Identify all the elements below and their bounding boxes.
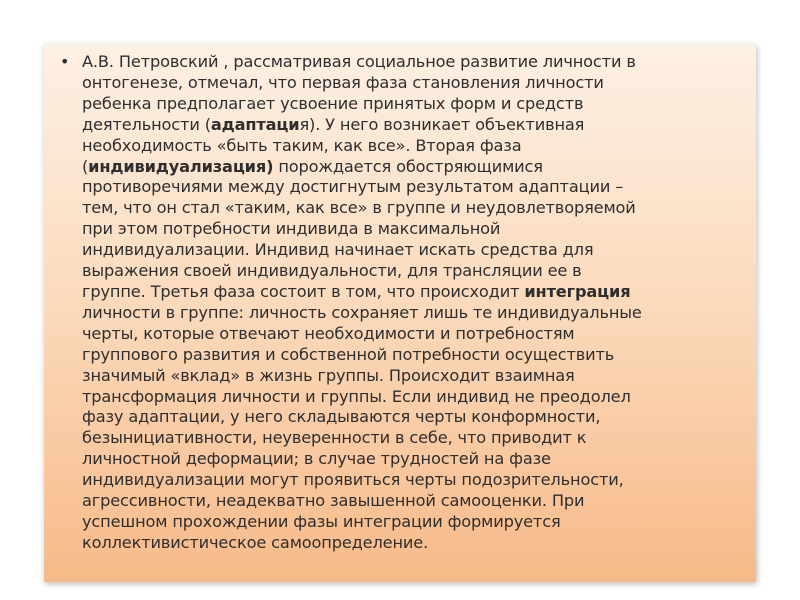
text-line	[82, 366, 750, 387]
text-line	[82, 94, 750, 115]
text-line	[82, 177, 750, 198]
text-segment: ребенка предполагает усвоение принятых форм и средств	[82, 93, 584, 113]
bullet-icon: •	[60, 52, 70, 71]
text-segment: выражения своей индивидуальности, для трансляции ее в	[82, 261, 582, 281]
text-line	[82, 240, 750, 261]
text-segment: коллективистическое самоопределение.	[82, 532, 429, 552]
text-segment: тем, что он стал «таким, как все» в группе и неудовлетворяемой	[82, 198, 636, 218]
text-line	[82, 282, 750, 303]
bullet-list	[60, 52, 750, 554]
text-line	[82, 157, 750, 178]
text-segment: фазу адаптации, у него складываются черты конформности,	[82, 407, 601, 427]
text-line	[82, 303, 750, 324]
text-segment: А.В. Петровский , рассматривая социальное развитие личности в	[82, 52, 636, 71]
text-segment: значимый «вклад» в жизнь группы. Происходит взаимная	[82, 365, 575, 385]
text-line	[82, 198, 750, 219]
text-line	[82, 512, 750, 533]
text-line	[82, 52, 750, 73]
text-segment: личности в группе: личность сохраняет лишь те индивидуальные	[82, 302, 642, 322]
text-segment: противоречиями между достигнутым результатом адаптации –	[82, 177, 624, 197]
text-segment: индивидуализации могут проявиться черты подозрительности,	[82, 470, 624, 490]
text-segment: трансформация личности и группы. Если индивид не преодолел	[82, 386, 631, 406]
text-line	[82, 261, 750, 282]
text-segment: онтогенезе, отмечал, что первая фаза становления личности	[82, 72, 604, 92]
text-segment: успешном прохождении фазы интеграции формируется	[82, 511, 561, 531]
text-line	[82, 470, 750, 491]
text-line	[82, 136, 750, 157]
text-segment: агрессивности, неадекватно завышенной самооценки. При	[82, 491, 585, 511]
paragraph-text	[82, 52, 750, 554]
text-line	[82, 387, 750, 408]
text-line	[82, 407, 750, 428]
text-segment: (	[82, 156, 89, 176]
text-segment: личностной деформации; в случае трудностей на фазе	[82, 449, 551, 469]
text-segment: деятельности (	[82, 114, 211, 134]
bullet-paragraph	[60, 52, 750, 554]
text-segment: индивидуализации. Индивид начинает искать средства для	[82, 240, 594, 260]
text-line	[82, 533, 750, 554]
bold-term: интеграция	[524, 281, 631, 301]
text-line	[82, 115, 750, 136]
text-line	[82, 345, 750, 366]
text-line	[82, 428, 750, 449]
text-segment: группе. Третья фаза состоит в том, что происходит	[82, 281, 525, 301]
text-line	[82, 324, 750, 345]
text-segment: порождается обостряющимися	[273, 156, 543, 176]
text-segment: группового развития и собственной потребности осуществить	[82, 344, 615, 364]
bold-term: индивидуализация)	[88, 156, 274, 176]
text-segment: безынициативности, неуверенности в себе, что приводит к	[82, 428, 587, 448]
text-segment: необходимость «быть таким, как все». Вторая фаза	[82, 135, 522, 155]
text-segment: я). У него возникает объективная	[299, 114, 585, 134]
bold-term: адаптаци	[210, 114, 300, 134]
text-line	[82, 73, 750, 94]
text-segment: при этом потребности индивида в максимальной	[82, 219, 501, 239]
text-line	[82, 219, 750, 240]
text-line	[82, 449, 750, 470]
text-segment: черты, которые отвечают необходимости и потребностям	[82, 323, 575, 343]
text-line	[82, 491, 750, 512]
